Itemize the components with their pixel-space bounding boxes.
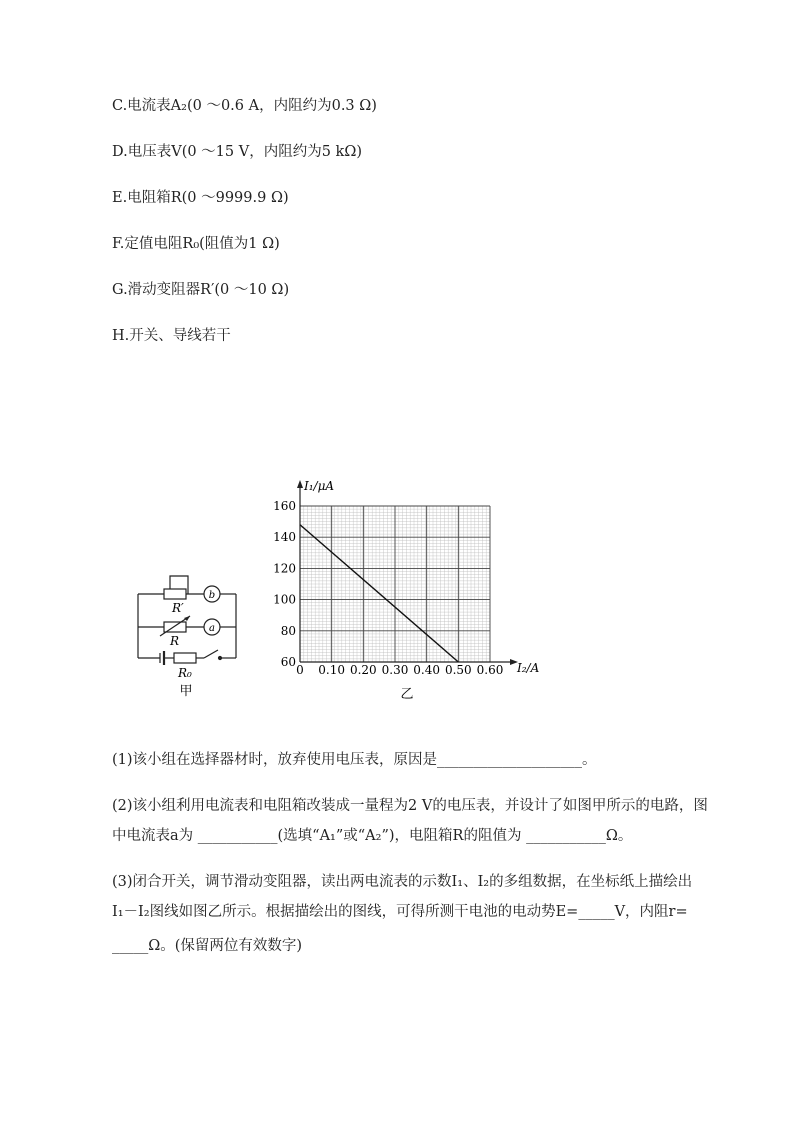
option-g: G.滑动变阻器R′(0 ～10 Ω) [112,282,290,298]
x-tick-label: 0.30 [381,663,409,677]
option-h: H.开关、导线若干 [112,328,231,344]
option-d: D.电压表V(0 ～15 V，内阻约为5 kΩ) [112,144,363,160]
option-c: C.电流表A₂(0 ～0.6 A，内阻约为0.3 Ω) [112,98,377,114]
graph-caption: 乙 [400,687,414,702]
question-2-line1: (2)该小组利用电流表和电阻箱改装成一量程为2 V的电压表，并设计了如图甲所示的电路，图 [112,798,708,814]
question-2-line2: 中电流表a为 ___________(选填“A₁”或“A₂”)，电阻箱R的阻值为 ___________Ω。 [112,828,633,844]
y-tick-label: 80 [280,623,296,638]
x-tick-label: 0.60 [476,663,504,677]
y-tick-label: 140 [273,530,296,545]
x-tick-label: 0 [296,663,304,677]
x-tick-label: 0.50 [444,663,472,677]
x-tick-label: 0.20 [349,663,377,677]
option-e: E.电阻箱R(0 ～9999.9 Ω) [112,190,289,206]
meter-b-label: b [208,590,216,601]
r0-label: R₀ [178,666,192,680]
y-tick-label: 120 [273,561,296,576]
question-3-line3: _____Ω。(保留两位有效数字) [112,938,303,954]
r-prime-label: R′ [172,601,184,615]
i1-i2-graph [262,476,562,704]
x-tick-label: 0.10 [318,663,346,677]
r-label: R [170,634,180,648]
question-3-line2: I₁－I₂图线如图乙所示。根据描绘出的图线，可得所测干电池的电动势E=_____V，内阻r= [112,904,688,920]
y-axis-arrow [297,480,303,488]
y-tick-label: 60 [280,655,296,669]
circuit-caption: 甲 [179,684,193,699]
y-tick-label: 160 [273,499,296,513]
question-1: (1)该小组在选择器材时，放弃使用电压表，原因是____________________。 [112,752,597,768]
x-axis-label: I₂/A [517,661,540,675]
circuit-diagram [128,570,246,700]
option-f: F.定值电阻R₀(阻值为1 Ω) [112,236,280,252]
x-tick-label: 0.40 [413,663,441,677]
question-3-line1: (3)闭合开关，调节滑动变阻器，读出两电流表的示数I₁、I₂的多组数据，在坐标纸上描绘出 [112,874,693,890]
meter-a-label: a [209,623,215,634]
y-tick-label: 100 [273,592,296,607]
y-axis-label: I₁/μA [304,479,335,493]
